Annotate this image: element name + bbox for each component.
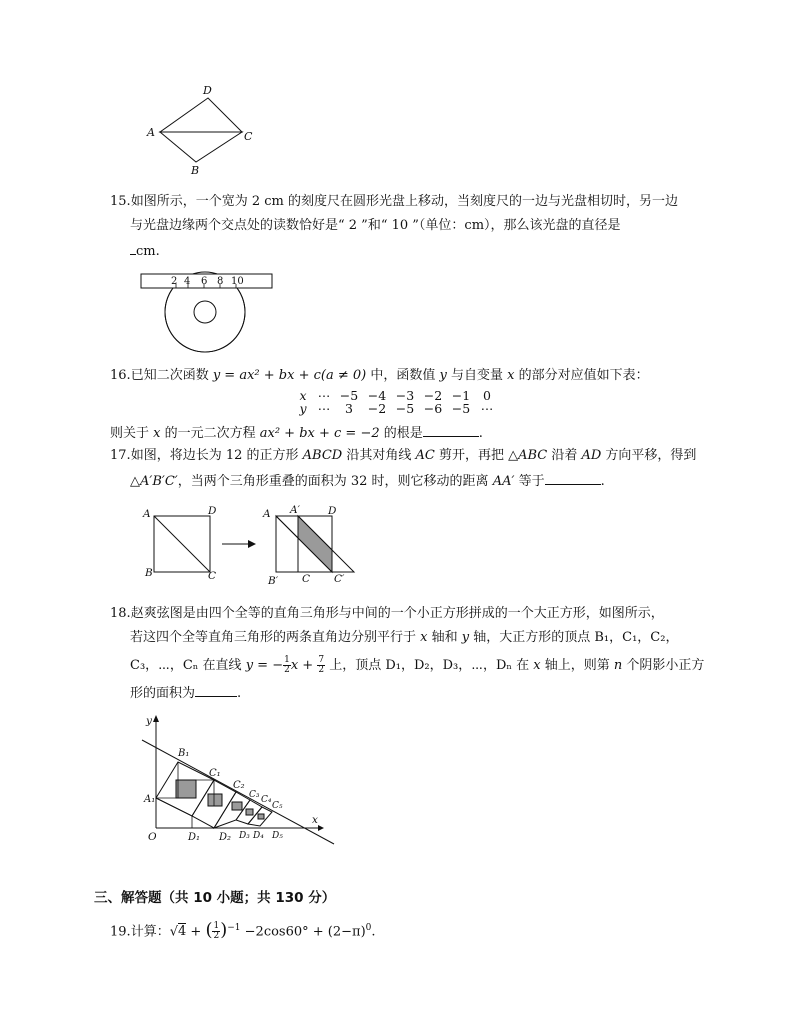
- q17-text-b: 沿其对角线: [342, 448, 416, 463]
- q18-line2: [130, 628, 678, 648]
- q18-text-4: 形的面积为: [130, 686, 196, 701]
- frac-num: 7: [318, 655, 325, 665]
- fig14-label-a: A: [147, 126, 155, 139]
- sqrt-icon: √: [169, 924, 178, 940]
- fig18-label-b1: B₁: [178, 748, 190, 759]
- q17-abcd: ABCD: [302, 448, 343, 463]
- table-cell: −4: [367, 388, 387, 403]
- fig14-label-b: B: [191, 164, 200, 177]
- q18-text-2c: 轴，大正方形的顶点 B₁，C₁，C₂，: [469, 630, 679, 645]
- q18-var-x2: x: [533, 658, 541, 673]
- q18-number: 18.: [110, 606, 131, 621]
- q19-line: [110, 918, 376, 942]
- q17-text-a: 如图，将边长为 12 的正方形: [130, 448, 303, 463]
- table-cell: −1: [451, 388, 471, 403]
- fig17-right-c-prime: C′: [334, 573, 345, 585]
- q16-text-d: 的部分对应值如下表：: [514, 368, 649, 383]
- q18-var-y: y: [461, 630, 470, 645]
- fig18-label-c5: C₅: [272, 801, 283, 811]
- q18-text-1: 赵爽弦图是由四个全等的直角三角形与中间的一个小正方形拼成的一个大正方形，如图所示，: [130, 606, 664, 621]
- ruler-tick-2: 2: [171, 276, 178, 287]
- fig18-label-c2: C₂: [233, 780, 245, 791]
- q18-text-2a: 若这四个全等直角三角形的两条直角边分别平行于: [130, 630, 421, 645]
- square-translation-figure: [140, 500, 360, 588]
- q17-ac: AC: [415, 448, 435, 463]
- q19-sqrt-arg: 4: [178, 924, 187, 940]
- ruler-disc-figure: [138, 270, 278, 358]
- fig18-label-y: y: [146, 715, 152, 727]
- frac-num: 1: [213, 921, 220, 932]
- q18-text-3c: 轴上，则第: [540, 658, 614, 673]
- ruler-tick-4: 4: [184, 276, 191, 287]
- q18-var-x: x: [420, 630, 428, 645]
- q18-text-3d: 个阴影小正方: [622, 658, 705, 673]
- q17-line2: [130, 470, 605, 492]
- fig18-label-c4: C₄: [261, 795, 272, 805]
- fig17-right-c: C: [302, 573, 311, 585]
- fig17-left-b: B: [145, 567, 153, 579]
- zhao-shuang-figure: [138, 712, 338, 850]
- q18-answer-blank: [195, 682, 237, 697]
- q19-exponent-zero: 0: [365, 923, 372, 933]
- q18-line1: [110, 604, 664, 624]
- q17-triangle-sym: △: [130, 474, 140, 489]
- q19-end: .: [371, 924, 376, 940]
- fig18-label-a1: A₁: [144, 794, 156, 805]
- table-cell: −6: [423, 401, 443, 416]
- q16-value-table: [293, 389, 499, 415]
- frac-den: 2: [318, 665, 325, 675]
- fig18-label-x: x: [312, 814, 318, 826]
- fig18-label-d3: D₃: [239, 831, 250, 841]
- table-cell: y: [299, 401, 307, 416]
- fig18-label-c3: C₃: [249, 790, 260, 800]
- q17-line1: [110, 446, 696, 466]
- q16-text-g: 的根是: [379, 426, 423, 441]
- rhombus-figure: [140, 82, 260, 178]
- fig17-left-d: D: [208, 505, 217, 517]
- q16-text-a: 已知二次函数: [130, 368, 213, 383]
- q18-end: .: [237, 686, 242, 701]
- q17-text-f: ，当两个三角形重叠的面积为 32 时，则它移动的距离: [177, 474, 493, 489]
- q16-number: 16.: [110, 368, 131, 383]
- fig17-right-a: A: [263, 508, 271, 520]
- fig14-label-d: D: [203, 84, 212, 97]
- q17-aa-prime: AA′: [492, 474, 515, 489]
- fig18-label-d2: D₂: [219, 832, 232, 843]
- q16-var-x: x: [507, 368, 515, 383]
- q17-text-e: 方向平移，得到: [601, 448, 697, 463]
- q16-line1: [110, 366, 649, 386]
- fig17-right-d: D: [328, 505, 337, 517]
- fig17-left-a: A: [143, 508, 151, 520]
- ruler-tick-6: 6: [201, 276, 208, 287]
- q16-line2: [110, 422, 483, 444]
- q16-y-row: [293, 402, 499, 415]
- q19-paren-open: (: [205, 919, 213, 941]
- q18-line3: [130, 656, 704, 676]
- fig18-label-o: O: [148, 831, 157, 843]
- q16-end: .: [478, 426, 483, 441]
- q17-end: .: [600, 474, 605, 489]
- q16-formula-1: y = ax² + bx + c(a ≠ 0): [212, 368, 367, 383]
- fig18-label-d4: D₄: [253, 831, 264, 841]
- q15-line3: [130, 240, 160, 262]
- ruler-tick-10: 10: [231, 276, 244, 287]
- q16-var-y: y: [439, 368, 447, 383]
- q16-text-b: 中，函数值: [366, 368, 440, 383]
- q16-var-x2: x: [153, 426, 161, 441]
- q18-eq-y: y = −: [245, 658, 284, 673]
- q18-text-2b: 轴和: [427, 630, 462, 645]
- table-cell: ⋯: [480, 401, 494, 416]
- q18-line4: [130, 682, 241, 704]
- table-cell: −5: [395, 401, 415, 416]
- fig18-label-d1: D₁: [188, 832, 201, 843]
- q19-exponent: −1: [227, 923, 241, 933]
- table-cell: −2: [367, 401, 387, 416]
- q18-var-n: n: [613, 658, 623, 673]
- q16-answer-blank: [423, 422, 479, 437]
- q17-number: 17.: [110, 448, 131, 463]
- table-cell: −5: [339, 388, 359, 403]
- q15-number: 15.: [110, 194, 131, 209]
- section-heading: 三、解答题（共 10 小题；共 130 分）: [94, 890, 336, 906]
- table-cell: ⋯: [317, 388, 331, 403]
- fig17-right-b-prime: B′: [268, 575, 279, 587]
- q17-text-d: 沿着: [547, 448, 582, 463]
- table-cell: ⋯: [317, 401, 331, 416]
- q19-paren-close: ): [220, 919, 228, 941]
- q15-line2: [130, 216, 621, 236]
- q15-text-3: cm.: [136, 244, 160, 259]
- q18-eq-mid: x +: [290, 658, 318, 673]
- fig17-left-c: C: [208, 570, 217, 582]
- q16-text-f: 的一元二次方程: [160, 426, 260, 441]
- q16-text-e: 则关于: [110, 426, 154, 441]
- fig17-right-a-prime: A′: [290, 504, 300, 516]
- q19-rest: −2cos60° + (2−π): [240, 924, 366, 940]
- ruler-tick-8: 8: [217, 276, 224, 287]
- q19-text: 计算：: [130, 924, 170, 940]
- q16-text-c: 与自变量: [446, 368, 508, 383]
- q18-text-3b: 上，顶点 D₁，D₂，D₃，⋯，Dₙ 在: [325, 658, 534, 673]
- q18-fraction-2: [317, 656, 325, 675]
- q19-plus: +: [186, 924, 206, 940]
- q17-text-c: 剪开，再把 △: [434, 448, 519, 463]
- q17-abc-prime: A′B′C′: [140, 474, 178, 489]
- fig18-label-d5: D₅: [272, 831, 283, 841]
- table-cell: −2: [423, 388, 443, 403]
- q18-text-3a: C₃，⋯，Cₙ 在直线: [130, 658, 246, 673]
- frac-num: 1: [284, 655, 290, 665]
- q15-text-2: 与光盘边缘两个交点处的读数恰好是“ 2 ”和“ 10 ”（单位：cm），那么该光盘的直径是: [130, 218, 621, 233]
- fig18-label-c1: C₁: [209, 768, 221, 779]
- frac-den: 2: [284, 665, 290, 675]
- q18-fraction-1: [283, 656, 291, 675]
- table-cell: −5: [451, 401, 471, 416]
- q15-line1: [110, 192, 678, 212]
- table-cell: −3: [395, 388, 415, 403]
- table-cell: x: [299, 388, 307, 403]
- frac-den: 2: [213, 931, 220, 942]
- q17-ad: AD: [581, 448, 602, 463]
- table-cell: 0: [483, 388, 491, 403]
- fig14-label-c: C: [244, 130, 253, 143]
- q17-text-g: 等于: [514, 474, 545, 489]
- q17-answer-blank: [545, 470, 601, 485]
- q16-formula-2: ax² + bx + c = −2: [259, 426, 380, 441]
- table-cell: 3: [345, 401, 353, 416]
- q17-abc: ABC: [518, 448, 548, 463]
- q19-number: 19.: [110, 924, 131, 940]
- q15-text-1: 如图所示，一个宽为 2 cm 的刻度尺在圆形光盘上移动，当刻度尺的一边与光盘相切时，另一边: [130, 194, 678, 209]
